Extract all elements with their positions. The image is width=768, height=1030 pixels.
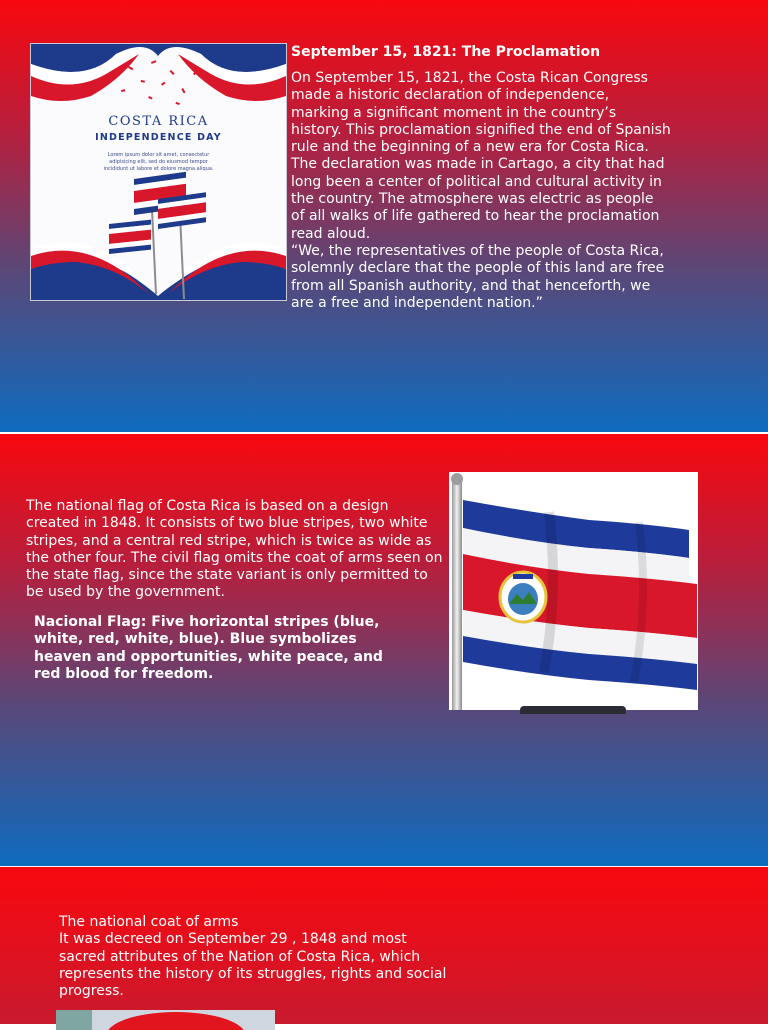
- proclamation-body: [291, 70, 671, 312]
- image-caption-tab: [520, 706, 626, 714]
- costa-rica-flag-photo: [449, 472, 698, 710]
- poster-title: COSTA RICA: [108, 114, 209, 129]
- poster-placeholder-text: Lorem ipsum dolor sit amet, consectetur adipisicing elit, sed do eiusmod tempor incididunt ut labore et dolore magna aliqua.: [103, 152, 214, 172]
- proclamation-title: September 15, 1821: The Proclamation: [291, 44, 601, 60]
- coat-of-arms-description: It was decreed on September 29 , 1848 and most sacred attributes of the Nation of Costa Rica, which represents the history of its struggles, rights and social progress.: [59, 931, 447, 1000]
- flag-symbolism: Nacional Flag: Five horizontal stripes (blue, white, red, white, blue). Blue symbolizes heaven and opportunities, white peace, and red blood for freedom.: [34, 614, 383, 682]
- paragraph: On September 15, 1821, the Costa Rican Congress made a historic declaration of independence, marking a significant moment in the country’s history. This proclamation signified the end of Spanish rule and the beginning of a new era for Costa Rica.: [291, 70, 671, 156]
- waving-flag-icon: [449, 472, 698, 710]
- slide-proclamation: [0, 0, 768, 432]
- independence-day-poster: [30, 43, 287, 301]
- coat-of-arms-text: [59, 914, 449, 1000]
- slide-coat-of-arms: [0, 867, 768, 1024]
- paragraph: The declaration was made in Cartago, a city that had long been a center of political and cultural activity in the country. The atmosphere was electric as people of all walks of life gathered to hear the proclamation read aloud.: [291, 156, 665, 242]
- poster-subtitle: INDEPENDENCE DAY: [95, 132, 222, 143]
- coat-of-arms-image: [56, 1010, 275, 1030]
- coat-of-arms-heading: The national coat of arms: [59, 914, 239, 930]
- flag-description: The national flag of Costa Rica is based on a design created in 1848. It consists of two blue stripes, two white stripes, and a central red stripe, which is twice as wide as the other four. The civil flag omits the coat of arms seen on the state flag, since the state variant is only permitted to be used by the government.: [26, 498, 443, 601]
- paragraph: “We, the representatives of the people of Costa Rica, solemnly declare that the people of this land are free from all Spanish authority, and that henceforth, we are a free and independent nation.”: [291, 242, 665, 311]
- slide-national-flag: [0, 434, 768, 866]
